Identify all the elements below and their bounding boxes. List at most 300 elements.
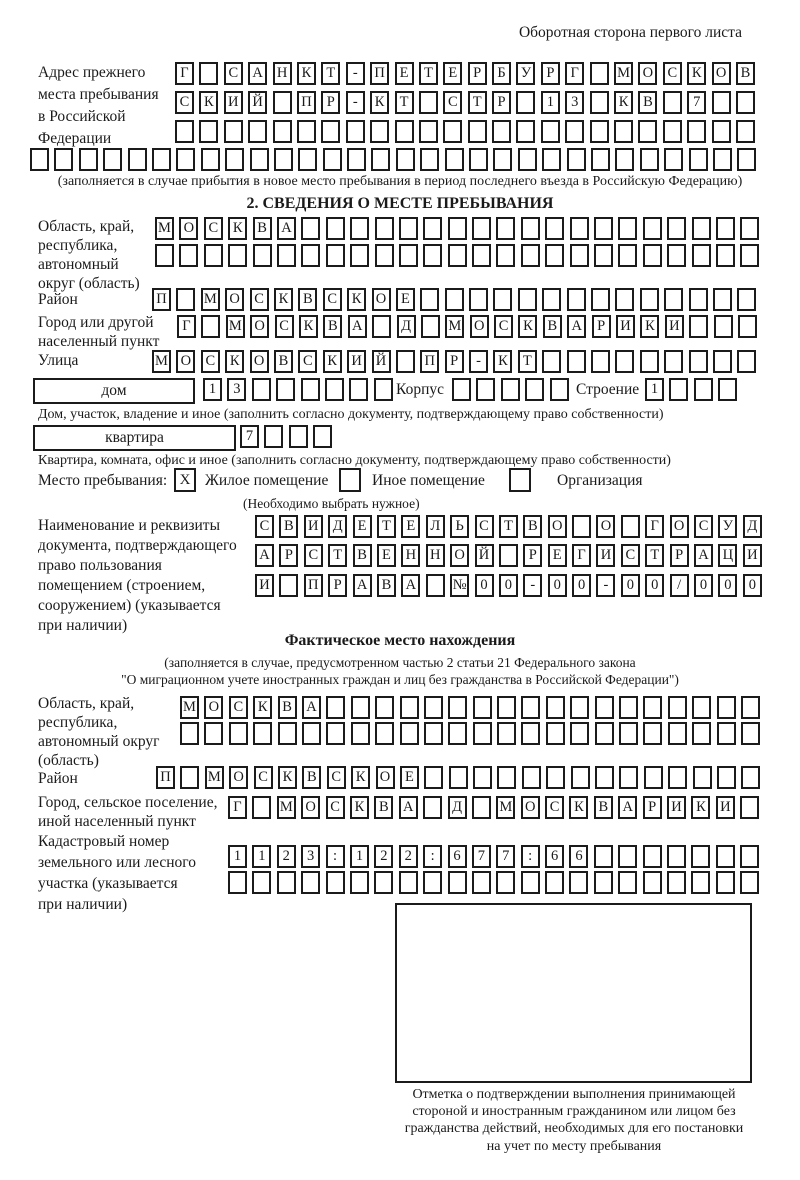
form-cell[interactable] (399, 244, 418, 267)
form-cell[interactable] (472, 217, 491, 240)
form-cell[interactable] (740, 845, 759, 868)
form-cell[interactable] (571, 766, 590, 789)
form-cell[interactable]: К (640, 315, 659, 338)
form-cell[interactable] (30, 148, 49, 171)
form-cell[interactable]: К (225, 350, 244, 373)
form-cell[interactable] (738, 315, 757, 338)
form-cell[interactable]: К (614, 91, 633, 114)
form-cell[interactable]: 6 (569, 845, 588, 868)
form-cell[interactable] (180, 766, 199, 789)
form-cell[interactable] (667, 244, 686, 267)
form-cell[interactable] (740, 796, 759, 819)
form-cell[interactable]: И (224, 91, 243, 114)
form-cell[interactable]: - (596, 574, 615, 597)
form-cell[interactable] (128, 148, 147, 171)
form-cell[interactable] (614, 120, 633, 143)
form-cell[interactable] (643, 217, 662, 240)
form-cell[interactable] (663, 91, 682, 114)
form-cell[interactable] (443, 120, 462, 143)
form-cell[interactable] (204, 244, 223, 267)
form-cell[interactable] (713, 148, 732, 171)
form-cell[interactable] (736, 91, 755, 114)
form-cell[interactable] (54, 148, 73, 171)
form-cell[interactable] (497, 696, 516, 719)
form-cell[interactable] (712, 91, 731, 114)
form-cell[interactable] (400, 722, 419, 745)
form-cell[interactable]: О (301, 796, 320, 819)
form-cell[interactable] (301, 217, 320, 240)
form-cell[interactable]: Д (397, 315, 416, 338)
form-cell[interactable]: 7 (472, 845, 491, 868)
form-cell[interactable] (228, 244, 247, 267)
form-cell[interactable] (473, 766, 492, 789)
form-cell[interactable] (273, 91, 292, 114)
form-cell[interactable]: А (353, 574, 372, 597)
form-cell[interactable] (618, 217, 637, 240)
form-cell[interactable] (155, 244, 174, 267)
form-cell[interactable]: К (493, 350, 512, 373)
form-cell[interactable]: 0 (718, 574, 737, 597)
form-cell[interactable] (714, 315, 733, 338)
form-cell[interactable]: Т (419, 62, 438, 85)
form-cell[interactable] (103, 148, 122, 171)
form-cell[interactable] (569, 871, 588, 894)
form-cell[interactable] (640, 148, 659, 171)
form-cell[interactable] (452, 378, 471, 401)
form-cell[interactable]: И (347, 350, 366, 373)
form-cell[interactable]: : (423, 845, 442, 868)
form-cell[interactable] (717, 722, 736, 745)
form-cell[interactable] (621, 515, 640, 538)
form-cell[interactable]: О (376, 766, 395, 789)
form-cell[interactable]: 0 (694, 574, 713, 597)
form-cell[interactable]: П (156, 766, 175, 789)
form-cell[interactable]: О (548, 515, 567, 538)
form-cell[interactable]: С (494, 315, 513, 338)
form-cell[interactable]: В (377, 574, 396, 597)
form-cell[interactable]: К (687, 62, 706, 85)
form-cell[interactable]: О (179, 217, 198, 240)
form-cell[interactable]: О (176, 350, 195, 373)
form-cell[interactable] (643, 845, 662, 868)
form-cell[interactable] (542, 350, 561, 373)
form-cell[interactable] (570, 217, 589, 240)
form-cell[interactable]: М (155, 217, 174, 240)
form-cell[interactable] (289, 425, 308, 448)
form-cell[interactable] (424, 766, 443, 789)
form-cell[interactable] (521, 244, 540, 267)
form-cell[interactable]: Р (328, 574, 347, 597)
form-cell[interactable]: - (346, 91, 365, 114)
form-cell[interactable] (298, 148, 317, 171)
form-cell[interactable]: 7 (496, 845, 515, 868)
form-cell[interactable] (595, 696, 614, 719)
form-cell[interactable]: Р (643, 796, 662, 819)
form-cell[interactable]: А (302, 696, 321, 719)
form-cell[interactable]: / (670, 574, 689, 597)
form-cell[interactable] (445, 288, 464, 311)
form-cell[interactable]: А (248, 62, 267, 85)
form-cell[interactable] (570, 244, 589, 267)
form-cell[interactable] (279, 574, 298, 597)
form-cell[interactable] (493, 288, 512, 311)
form-cell[interactable] (423, 244, 442, 267)
form-cell[interactable] (615, 288, 634, 311)
form-cell[interactable] (313, 425, 332, 448)
form-cell[interactable]: О (250, 350, 269, 373)
form-cell[interactable] (350, 244, 369, 267)
form-cell[interactable]: О (225, 288, 244, 311)
form-cell[interactable] (667, 217, 686, 240)
form-cell[interactable] (301, 244, 320, 267)
form-cell[interactable] (664, 148, 683, 171)
form-cell[interactable] (545, 244, 564, 267)
form-cell[interactable]: К (253, 696, 272, 719)
form-cell[interactable] (736, 120, 755, 143)
form-cell[interactable]: С (694, 515, 713, 538)
form-cell[interactable]: Р (541, 62, 560, 85)
form-cell[interactable]: 1 (350, 845, 369, 868)
form-cell[interactable]: Г (572, 544, 591, 567)
form-cell[interactable] (595, 722, 614, 745)
form-cell[interactable]: Т (395, 91, 414, 114)
form-cell[interactable]: Е (396, 288, 415, 311)
form-cell[interactable] (567, 288, 586, 311)
form-cell[interactable] (718, 378, 737, 401)
form-cell[interactable]: К (350, 796, 369, 819)
form-cell[interactable] (473, 696, 492, 719)
form-cell[interactable] (350, 217, 369, 240)
form-cell[interactable] (521, 722, 540, 745)
form-cell[interactable] (445, 148, 464, 171)
form-cell[interactable] (638, 120, 657, 143)
form-cell[interactable] (572, 515, 591, 538)
form-cell[interactable]: В (594, 796, 613, 819)
form-cell[interactable]: Е (443, 62, 462, 85)
form-cell[interactable]: Т (321, 62, 340, 85)
form-cell[interactable]: К (199, 91, 218, 114)
form-cell[interactable] (201, 148, 220, 171)
form-cell[interactable] (591, 288, 610, 311)
form-cell[interactable]: 1 (541, 91, 560, 114)
form-cell[interactable]: А (694, 544, 713, 567)
form-cell[interactable] (469, 148, 488, 171)
form-cell[interactable]: А (277, 217, 296, 240)
form-cell[interactable]: Д (743, 515, 762, 538)
form-cell[interactable]: 0 (572, 574, 591, 597)
form-cell[interactable]: М (445, 315, 464, 338)
form-cell[interactable] (740, 217, 759, 240)
form-cell[interactable]: 0 (645, 574, 664, 597)
form-cell[interactable] (423, 217, 442, 240)
form-cell[interactable] (716, 845, 735, 868)
form-cell[interactable] (546, 766, 565, 789)
form-cell[interactable]: О (372, 288, 391, 311)
form-cell[interactable] (643, 722, 662, 745)
form-cell[interactable] (497, 766, 516, 789)
form-cell[interactable] (692, 217, 711, 240)
form-cell[interactable]: Г (177, 315, 196, 338)
form-cell[interactable] (542, 148, 561, 171)
form-cell[interactable] (420, 288, 439, 311)
form-cell[interactable]: А (348, 315, 367, 338)
checkbox-organization[interactable] (509, 468, 531, 492)
form-cell[interactable] (594, 845, 613, 868)
form-cell[interactable]: С (304, 544, 323, 567)
form-cell[interactable] (689, 148, 708, 171)
form-cell[interactable] (590, 62, 609, 85)
form-cell[interactable] (472, 244, 491, 267)
form-cell[interactable] (351, 722, 370, 745)
form-cell[interactable]: : (521, 845, 540, 868)
form-cell[interactable] (717, 766, 736, 789)
form-cell[interactable] (264, 425, 283, 448)
form-cell[interactable]: А (618, 796, 637, 819)
form-cell[interactable]: С (204, 217, 223, 240)
form-cell[interactable]: М (226, 315, 245, 338)
form-cell[interactable] (449, 766, 468, 789)
form-cell[interactable]: Ц (718, 544, 737, 567)
form-cell[interactable]: О (204, 696, 223, 719)
form-cell[interactable] (448, 244, 467, 267)
form-cell[interactable] (248, 120, 267, 143)
form-cell[interactable]: : (326, 845, 345, 868)
form-cell[interactable]: М (201, 288, 220, 311)
form-cell[interactable] (590, 91, 609, 114)
form-cell[interactable]: Л (426, 515, 445, 538)
form-cell[interactable]: 6 (448, 845, 467, 868)
form-cell[interactable] (669, 378, 688, 401)
form-cell[interactable]: В (353, 544, 372, 567)
form-cell[interactable] (692, 722, 711, 745)
form-cell[interactable]: 1 (645, 378, 664, 401)
form-cell[interactable] (274, 148, 293, 171)
form-cell[interactable]: Е (377, 544, 396, 567)
form-cell[interactable] (400, 696, 419, 719)
form-cell[interactable]: О (596, 515, 615, 538)
form-cell[interactable] (476, 378, 495, 401)
form-cell[interactable]: Г (175, 62, 194, 85)
form-cell[interactable] (740, 244, 759, 267)
form-cell[interactable]: И (304, 515, 323, 538)
form-cell[interactable]: К (691, 796, 710, 819)
form-cell[interactable] (619, 696, 638, 719)
form-cell[interactable]: К (518, 315, 537, 338)
form-cell[interactable] (493, 148, 512, 171)
form-cell[interactable]: С (298, 350, 317, 373)
form-cell[interactable]: 0 (499, 574, 518, 597)
form-cell[interactable]: О (521, 796, 540, 819)
form-cell[interactable] (323, 148, 342, 171)
form-cell[interactable] (692, 244, 711, 267)
form-cell[interactable]: Е (548, 544, 567, 567)
form-cell[interactable]: 1 (252, 845, 271, 868)
form-cell[interactable] (667, 871, 686, 894)
form-cell[interactable] (496, 244, 515, 267)
form-cell[interactable] (689, 288, 708, 311)
form-cell[interactable] (396, 350, 415, 373)
form-cell[interactable] (497, 722, 516, 745)
form-cell[interactable]: Т (468, 91, 487, 114)
form-cell[interactable]: Г (228, 796, 247, 819)
form-cell[interactable] (741, 766, 760, 789)
form-cell[interactable]: 7 (240, 425, 259, 448)
form-cell[interactable]: В (302, 766, 321, 789)
form-cell[interactable]: М (277, 796, 296, 819)
form-cell[interactable] (252, 796, 271, 819)
form-cell[interactable]: П (297, 91, 316, 114)
form-cell[interactable] (565, 120, 584, 143)
form-cell[interactable]: Р (492, 91, 511, 114)
form-cell[interactable] (618, 845, 637, 868)
form-cell[interactable]: 1 (228, 845, 247, 868)
form-cell[interactable] (618, 871, 637, 894)
form-cell[interactable]: С (275, 315, 294, 338)
form-cell[interactable]: С (545, 796, 564, 819)
form-cell[interactable] (426, 574, 445, 597)
form-cell[interactable] (472, 871, 491, 894)
form-cell[interactable]: Й (372, 350, 391, 373)
form-cell[interactable]: М (180, 696, 199, 719)
form-cell[interactable] (321, 120, 340, 143)
form-cell[interactable] (351, 696, 370, 719)
form-cell[interactable] (668, 766, 687, 789)
form-cell[interactable]: С (201, 350, 220, 373)
form-cell[interactable] (644, 766, 663, 789)
form-cell[interactable] (297, 120, 316, 143)
form-cell[interactable]: В (374, 796, 393, 819)
form-cell[interactable]: Н (401, 544, 420, 567)
form-cell[interactable]: 3 (227, 378, 246, 401)
form-cell[interactable]: И (665, 315, 684, 338)
form-cell[interactable]: Р (445, 350, 464, 373)
form-cell[interactable] (371, 148, 390, 171)
form-cell[interactable] (277, 244, 296, 267)
form-cell[interactable] (594, 244, 613, 267)
form-cell[interactable]: И (743, 544, 762, 567)
form-cell[interactable]: А (567, 315, 586, 338)
form-cell[interactable]: 0 (475, 574, 494, 597)
form-cell[interactable] (567, 350, 586, 373)
form-cell[interactable] (473, 722, 492, 745)
form-cell[interactable] (424, 696, 443, 719)
form-cell[interactable] (516, 91, 535, 114)
form-cell[interactable] (370, 120, 389, 143)
form-cell[interactable]: С (327, 766, 346, 789)
form-cell[interactable] (689, 315, 708, 338)
form-cell[interactable] (252, 378, 271, 401)
form-cell[interactable]: К (347, 288, 366, 311)
form-cell[interactable]: А (401, 574, 420, 597)
form-cell[interactable]: В (278, 696, 297, 719)
form-cell[interactable]: Й (248, 91, 267, 114)
form-cell[interactable] (326, 722, 345, 745)
form-cell[interactable]: П (304, 574, 323, 597)
form-cell[interactable] (301, 871, 320, 894)
form-cell[interactable] (499, 544, 518, 567)
form-cell[interactable] (550, 378, 569, 401)
form-cell[interactable] (741, 696, 760, 719)
form-cell[interactable] (302, 722, 321, 745)
form-cell[interactable] (277, 871, 296, 894)
form-cell[interactable] (618, 244, 637, 267)
form-cell[interactable] (640, 350, 659, 373)
form-cell[interactable]: С (175, 91, 194, 114)
form-cell[interactable] (691, 871, 710, 894)
form-cell[interactable] (199, 120, 218, 143)
form-cell[interactable]: М (152, 350, 171, 373)
form-cell[interactable] (615, 350, 634, 373)
form-cell[interactable] (152, 148, 171, 171)
form-cell[interactable] (716, 871, 735, 894)
form-cell[interactable] (689, 350, 708, 373)
form-cell[interactable] (301, 378, 320, 401)
form-cell[interactable] (521, 696, 540, 719)
form-cell[interactable] (640, 288, 659, 311)
form-cell[interactable] (570, 722, 589, 745)
form-cell[interactable] (541, 120, 560, 143)
form-cell[interactable]: У (718, 515, 737, 538)
form-cell[interactable]: О (450, 544, 469, 567)
form-cell[interactable]: Е (401, 515, 420, 538)
form-cell[interactable]: П (370, 62, 389, 85)
form-cell[interactable] (492, 120, 511, 143)
form-cell[interactable]: Р (592, 315, 611, 338)
form-cell[interactable] (399, 217, 418, 240)
form-cell[interactable] (591, 148, 610, 171)
form-cell[interactable] (225, 148, 244, 171)
form-cell[interactable]: О (670, 515, 689, 538)
form-cell[interactable]: Б (492, 62, 511, 85)
form-cell[interactable]: В (543, 315, 562, 338)
form-cell[interactable] (375, 722, 394, 745)
form-cell[interactable]: № (450, 574, 469, 597)
form-cell[interactable]: В (323, 315, 342, 338)
form-cell[interactable] (712, 120, 731, 143)
form-cell[interactable] (252, 871, 271, 894)
form-cell[interactable]: К (323, 350, 342, 373)
form-cell[interactable] (347, 148, 366, 171)
form-cell[interactable] (542, 288, 561, 311)
form-cell[interactable]: К (278, 766, 297, 789)
form-cell[interactable] (326, 871, 345, 894)
form-cell[interactable]: 2 (277, 845, 296, 868)
form-cell[interactable]: В (523, 515, 542, 538)
form-cell[interactable] (521, 217, 540, 240)
form-cell[interactable] (448, 696, 467, 719)
form-cell[interactable]: 2 (399, 845, 418, 868)
form-cell[interactable] (469, 288, 488, 311)
form-cell[interactable] (692, 696, 711, 719)
form-cell[interactable] (448, 217, 467, 240)
form-cell[interactable] (546, 722, 565, 745)
form-cell[interactable] (693, 766, 712, 789)
form-cell[interactable]: 7 (687, 91, 706, 114)
form-cell[interactable]: Т (518, 350, 537, 373)
form-cell[interactable]: С (443, 91, 462, 114)
form-cell[interactable] (176, 288, 195, 311)
form-cell[interactable] (224, 120, 243, 143)
form-cell[interactable]: О (250, 315, 269, 338)
form-cell[interactable] (179, 244, 198, 267)
form-cell[interactable]: Й (475, 544, 494, 567)
form-cell[interactable]: О (470, 315, 489, 338)
form-cell[interactable]: К (370, 91, 389, 114)
form-cell[interactable] (396, 148, 415, 171)
form-cell[interactable]: К (351, 766, 370, 789)
form-cell[interactable] (570, 696, 589, 719)
form-cell[interactable]: Ь (450, 515, 469, 538)
